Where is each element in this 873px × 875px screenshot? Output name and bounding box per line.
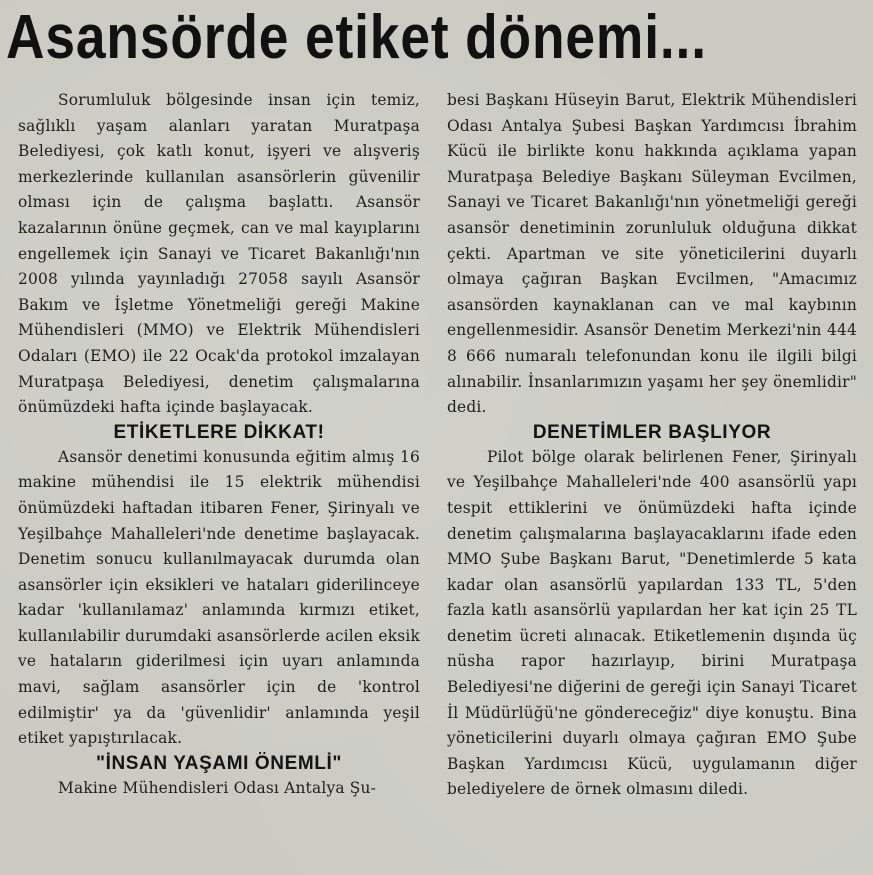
subheading-etiketlere-dikkat: ETİKETLERE DİKKAT! bbox=[113, 421, 325, 443]
headline: Asansörde etiket dönemi... bbox=[6, 3, 707, 72]
right-paragraph-evcilmen: besi Başkanı Hüseyin Barut, Elektrik Mühendisleri Odası Antalya Şubesi Başkan Yardımcısı İbrahim Kücü ile birlikte konu hakkında açıklama yapan Muratpaşa Belediye Başkanı Süleyman Evcilmen, Sanayi ve Ticaret Bakanlığı'nın yönetmeliği gereği asansör denetiminin zorunluluk olduğuna dikkat çekti. Apartman ve site yöneticilerini duyarlı olmaya çağıran Başkan Evcilmen, "Amacımız asansörden kaynaklanan can ve mal kaybının engellenmesidir. Asansör Denetim Merkezi'nin 444 8 666 numaralı telefonundan konu ile ilgili bilgi alınabilir. İnsanlarımızın yaşamı her şey önemlidir" dedi. bbox=[447, 91, 857, 417]
left-paragraph-mmo: Makine Mühendisleri Odası Antalya Şu- bbox=[58, 778, 377, 797]
subheading-insan-yasami-onemli: "İNSAN YAŞAMI ÖNEMLİ" bbox=[96, 752, 342, 774]
right-paragraph-pilot-bolge: Pilot bölge olarak belirlenen Fener, Şirinyalı ve Yeşilbahçe Mahalleleri'nde 400 asansörlü yapı tespit ettiklerini ve önümüzdeki hafta içinde denetim çalışmalarına başlayacaklarını ifade eden MMO Şube Başkanı Barut, "Denetimlerde 5 kata kadar olan asansörlü yapılardan 133 TL, 5'den fazla katlı asansörlü yapılardan her kat için 25 TL denetim ücreti alınacak. Etiketlemenin dışında üç nüsha rapor hazırlayıp, birini Muratpaşa Belediyesi'ne diğerini de gereği için Sanayi Ticaret İl Müdürlüğü'ne göndereceğiz" diye konuştu. Bina yöneticilerini duyarlı olmaya çağıran EMO Şube Başkan Yardımcısı Kücü, uygulamanın diğer belediyelere de örnek olmasını diledi. bbox=[447, 447, 857, 799]
subheading-denetimler-basliyor: DENETİMLER BAŞLIYOR bbox=[532, 421, 772, 443]
right-column bbox=[447, 88, 857, 803]
left-column bbox=[18, 88, 420, 801]
left-paragraph-intro: Sorumluluk bölgesinde insan için temiz, sağlıklı yaşam alanları yaratan Muratpaşa Belediyesi, çok katlı konut, işyeri ve alışveriş merkezlerinde kullanılan asansörlerin güvenilir olması için de çalışma başlattı. Asansör kazalarının önüne geçmek, can ve mal kayıplarını engellemek için Sanayi ve Ticaret Bakanlığı'nın 2008 yılında yayınladığı 27058 sayılı Asansör Bakım ve İşletme Yönetmeliği gereği Makine Mühendisleri (MMO) ve Elektrik Mühendisleri Odaları (EMO) ile 22 Ocak'da protokol imzalayan Muratpaşa Belediyesi, denetim çalışmalarına önümüzdeki hafta içinde başlayacak. bbox=[18, 91, 420, 417]
left-paragraph-denetim: Asansör denetimi konusunda eğitim almış 16 makine mühendisi ile 15 elektrik mühendisi önümüzdeki haftadan itibaren Fener, Şirinyalı ve Yeşilbahçe Mahalleleri'nde denetime başlayacak. Denetim sonucu kullanılmayacak durumda olan asansörler için eksikleri ve hataları giderilinceye kadar 'kullanılamaz' anlamında kırmızı etiket, kullanılabilir durumdaki asansörlerde acilen eksik ve hataların giderilmesi için uyarı anlamında mavi, sağlam asansörler için de 'kontrol edilmiştir' ya da 'güvenlidir' anlamında yeşil etiket yapıştırılacak. bbox=[18, 447, 420, 748]
